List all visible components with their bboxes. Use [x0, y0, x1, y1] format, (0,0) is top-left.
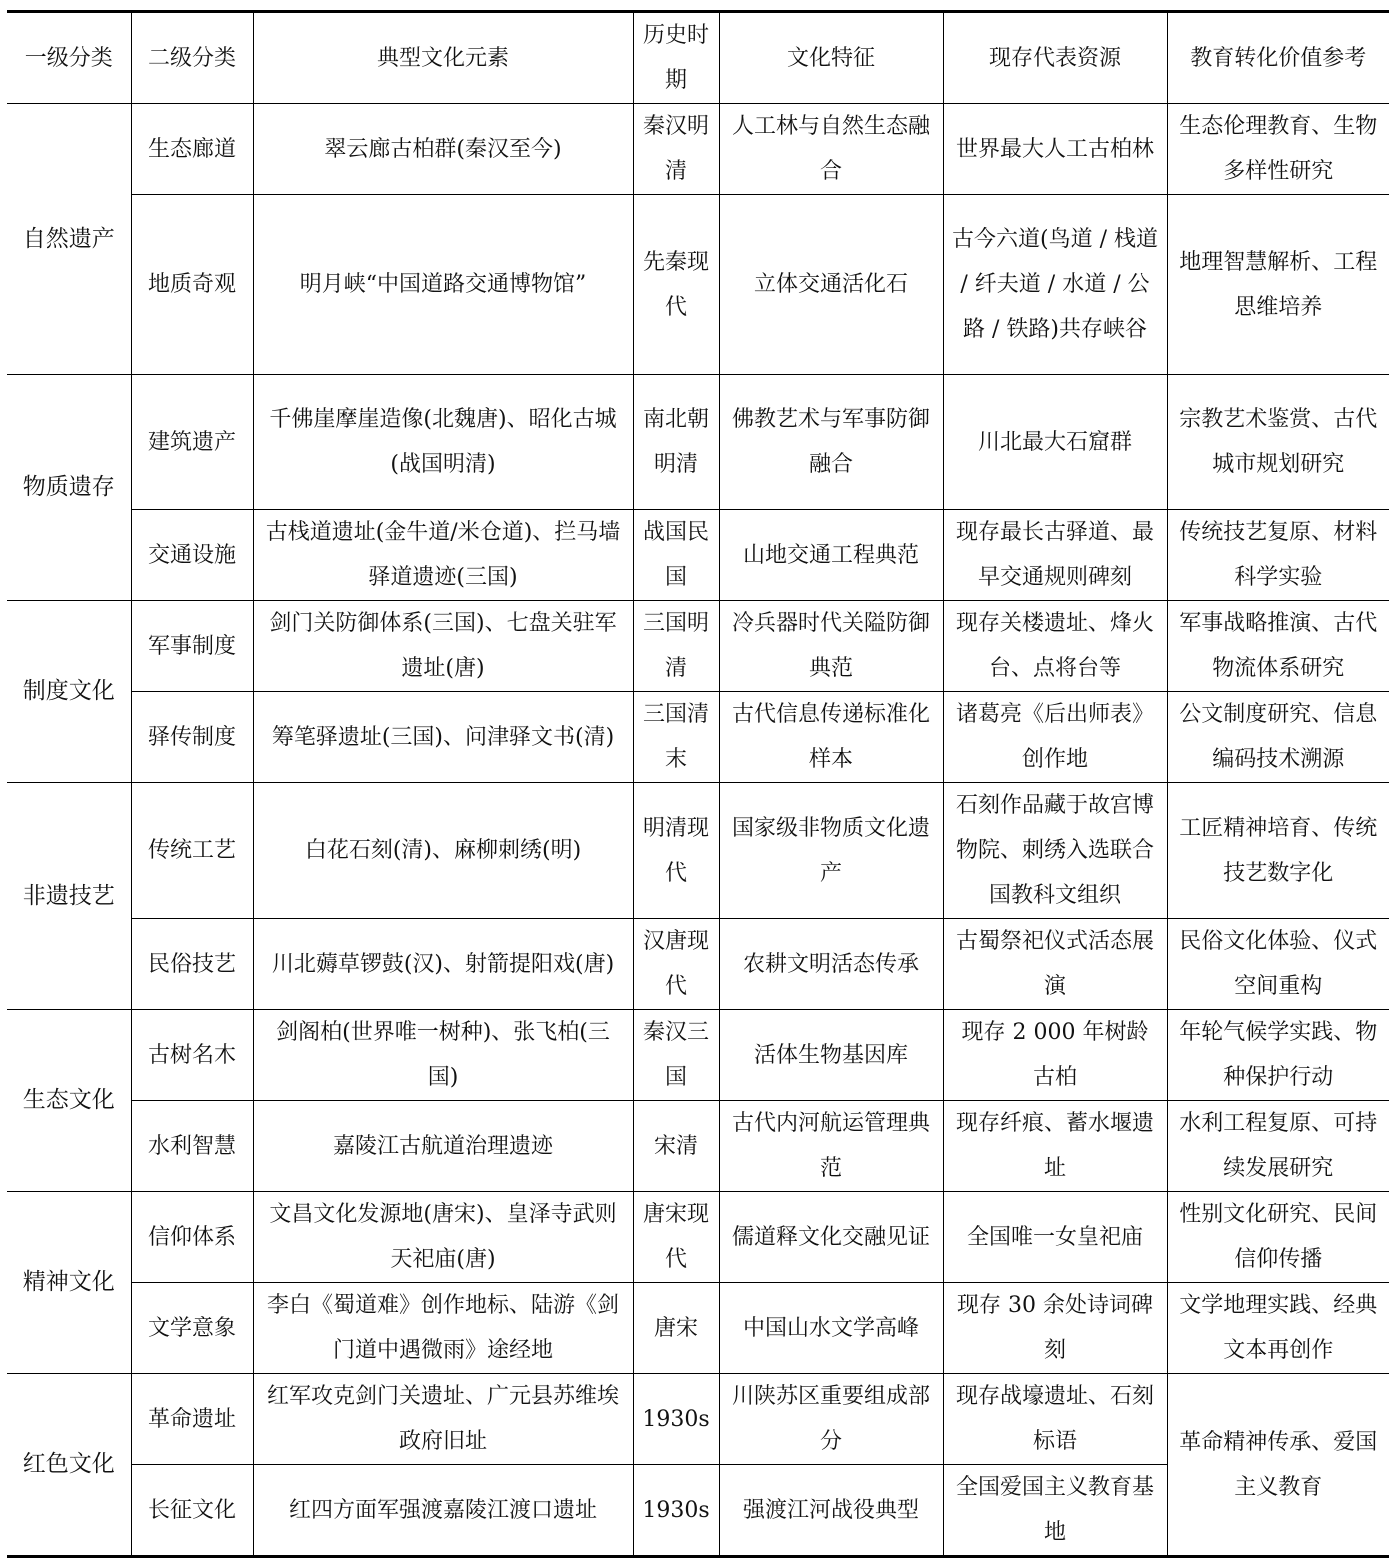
resource-cell: 现存最长古驿道、最早交通规则碑刻: [943, 510, 1167, 601]
secondary-category-cell: 水利智慧: [131, 1101, 253, 1192]
period-cell: 明清现代: [633, 783, 719, 919]
feature-cell: 强渡江河战役典型: [719, 1465, 943, 1557]
feature-cell: 山地交通工程典范: [719, 510, 943, 601]
elements-cell: 嘉陵江古航道治理遗迹: [253, 1101, 633, 1192]
elements-cell: 白花石刻(清)、麻柳刺绣(明): [253, 783, 633, 919]
culture-classification-table: [7, 10, 1389, 1558]
feature-cell: 川陕苏区重要组成部分: [719, 1374, 943, 1465]
header-cell: 教育转化价值参考: [1167, 12, 1389, 104]
primary-category-cell: 制度文化: [7, 601, 131, 783]
elements-cell: 古栈道遗址(金牛道/米仓道)、拦马墙驿道遗迹(三国): [253, 510, 633, 601]
secondary-category-cell: 军事制度: [131, 601, 253, 692]
resource-cell: 诸葛亮《后出师表》创作地: [943, 692, 1167, 783]
period-cell: 三国明清: [633, 601, 719, 692]
period-cell: 1930s: [633, 1374, 719, 1465]
secondary-category-cell: 长征文化: [131, 1465, 253, 1557]
value-cell: 工匠精神培育、传统技艺数字化: [1167, 783, 1389, 919]
period-cell: 唐宋现代: [633, 1192, 719, 1283]
value-cell: 性别文化研究、民间信仰传播: [1167, 1192, 1389, 1283]
resource-cell: 全国唯一女皇祀庙: [943, 1192, 1167, 1283]
feature-cell: 农耕文明活态传承: [719, 919, 943, 1010]
period-cell: 秦汉明清: [633, 104, 719, 195]
table-row: [7, 1283, 1389, 1374]
feature-cell: 中国山水文学高峰: [719, 1283, 943, 1374]
period-cell: 战国民国: [633, 510, 719, 601]
resource-cell: 世界最大人工古柏林: [943, 104, 1167, 195]
secondary-category-cell: 地质奇观: [131, 195, 253, 375]
table-row: [7, 375, 1389, 510]
feature-cell: 冷兵器时代关隘防御典范: [719, 601, 943, 692]
table-container: [7, 10, 1389, 1558]
table-row: [7, 919, 1389, 1010]
table-row: [7, 1192, 1389, 1283]
elements-cell: 千佛崖摩崖造像(北魏唐)、昭化古城(战国明清): [253, 375, 633, 510]
secondary-category-cell: 交通设施: [131, 510, 253, 601]
elements-cell: 筹笔驿遗址(三国)、问津驿文书(清): [253, 692, 633, 783]
resource-cell: 现存纤痕、蓄水堰遗址: [943, 1101, 1167, 1192]
period-cell: 1930s: [633, 1465, 719, 1557]
elements-cell: 剑阁柏(世界唯一树种)、张飞柏(三国): [253, 1010, 633, 1101]
secondary-category-cell: 文学意象: [131, 1283, 253, 1374]
period-cell: 先秦现代: [633, 195, 719, 375]
elements-cell: 李白《蜀道难》创作地标、陆游《剑门道中遇微雨》途经地: [253, 1283, 633, 1374]
header-cell: 二级分类: [131, 12, 253, 104]
period-cell: 三国清末: [633, 692, 719, 783]
table-row: [7, 1010, 1389, 1101]
elements-cell: 剑门关防御体系(三国)、七盘关驻军遗址(唐): [253, 601, 633, 692]
elements-cell: 明月峡“中国道路交通博物馆”: [253, 195, 633, 375]
elements-cell: 红四方面军强渡嘉陵江渡口遗址: [253, 1465, 633, 1557]
feature-cell: 佛教艺术与军事防御融合: [719, 375, 943, 510]
feature-cell: 活体生物基因库: [719, 1010, 943, 1101]
table-row: [7, 104, 1389, 195]
header-cell: 文化特征: [719, 12, 943, 104]
table-row: [7, 1374, 1389, 1465]
feature-cell: 立体交通活化石: [719, 195, 943, 375]
elements-cell: 文昌文化发源地(唐宋)、皇泽寺武则天祀庙(唐): [253, 1192, 633, 1283]
resource-cell: 川北最大石窟群: [943, 375, 1167, 510]
elements-cell: 翠云廊古柏群(秦汉至今): [253, 104, 633, 195]
period-cell: 秦汉三国: [633, 1010, 719, 1101]
resource-cell: 古蜀祭祀仪式活态展演: [943, 919, 1167, 1010]
primary-category-cell: 自然遗产: [7, 104, 131, 375]
secondary-category-cell: 建筑遗产: [131, 375, 253, 510]
secondary-category-cell: 民俗技艺: [131, 919, 253, 1010]
period-cell: 汉唐现代: [633, 919, 719, 1010]
elements-cell: 川北薅草锣鼓(汉)、射箭提阳戏(唐): [253, 919, 633, 1010]
secondary-category-cell: 革命遗址: [131, 1374, 253, 1465]
feature-cell: 人工林与自然生态融合: [719, 104, 943, 195]
value-cell: 生态伦理教育、生物多样性研究: [1167, 104, 1389, 195]
feature-cell: 古代内河航运管理典范: [719, 1101, 943, 1192]
period-cell: 唐宋: [633, 1283, 719, 1374]
resource-cell: 现存战壕遗址、石刻标语: [943, 1374, 1167, 1465]
value-cell: 传统技艺复原、材料科学实验: [1167, 510, 1389, 601]
table-row: [7, 692, 1389, 783]
value-cell: 宗教艺术鉴赏、古代城市规划研究: [1167, 375, 1389, 510]
feature-cell: 国家级非物质文化遗产: [719, 783, 943, 919]
secondary-category-cell: 生态廊道: [131, 104, 253, 195]
table-row: [7, 1101, 1389, 1192]
value-cell: 公文制度研究、信息编码技术溯源: [1167, 692, 1389, 783]
header-cell: 现存代表资源: [943, 12, 1167, 104]
resource-cell: 石刻作品藏于故宫博物院、刺绣入选联合国教科文组织: [943, 783, 1167, 919]
primary-category-cell: 精神文化: [7, 1192, 131, 1374]
table-row: [7, 510, 1389, 601]
value-cell: 革命精神传承、爱国主义教育: [1167, 1374, 1389, 1557]
header-cell: 历史时期: [633, 12, 719, 104]
primary-category-cell: 红色文化: [7, 1374, 131, 1557]
primary-category-cell: 物质遗存: [7, 375, 131, 601]
table-row: [7, 601, 1389, 692]
resource-cell: 全国爱国主义教育基地: [943, 1465, 1167, 1557]
table-row: [7, 783, 1389, 919]
value-cell: 地理智慧解析、工程思维培养: [1167, 195, 1389, 375]
header-row: [7, 12, 1389, 104]
value-cell: 民俗文化体验、仪式空间重构: [1167, 919, 1389, 1010]
secondary-category-cell: 信仰体系: [131, 1192, 253, 1283]
secondary-category-cell: 古树名木: [131, 1010, 253, 1101]
elements-cell: 红军攻克剑门关遗址、广元县苏维埃政府旧址: [253, 1374, 633, 1465]
secondary-category-cell: 驿传制度: [131, 692, 253, 783]
feature-cell: 古代信息传递标准化样本: [719, 692, 943, 783]
value-cell: 军事战略推演、古代物流体系研究: [1167, 601, 1389, 692]
period-cell: 宋清: [633, 1101, 719, 1192]
table-row: [7, 195, 1389, 375]
value-cell: 文学地理实践、经典文本再创作: [1167, 1283, 1389, 1374]
value-cell: 年轮气候学实践、物种保护行动: [1167, 1010, 1389, 1101]
secondary-category-cell: 传统工艺: [131, 783, 253, 919]
resource-cell: 现存 30 余处诗词碑刻: [943, 1283, 1167, 1374]
feature-cell: 儒道释文化交融见证: [719, 1192, 943, 1283]
header-cell: 一级分类: [7, 12, 131, 104]
primary-category-cell: 生态文化: [7, 1010, 131, 1192]
value-cell: 水利工程复原、可持续发展研究: [1167, 1101, 1389, 1192]
resource-cell: 现存 2 000 年树龄古柏: [943, 1010, 1167, 1101]
resource-cell: 现存关楼遗址、烽火台、点将台等: [943, 601, 1167, 692]
primary-category-cell: 非遗技艺: [7, 783, 131, 1010]
period-cell: 南北朝明清: [633, 375, 719, 510]
header-cell: 典型文化元素: [253, 12, 633, 104]
resource-cell: 古今六道(鸟道 / 栈道 / 纤夫道 / 水道 / 公路 / 铁路)共存峡谷: [943, 195, 1167, 375]
